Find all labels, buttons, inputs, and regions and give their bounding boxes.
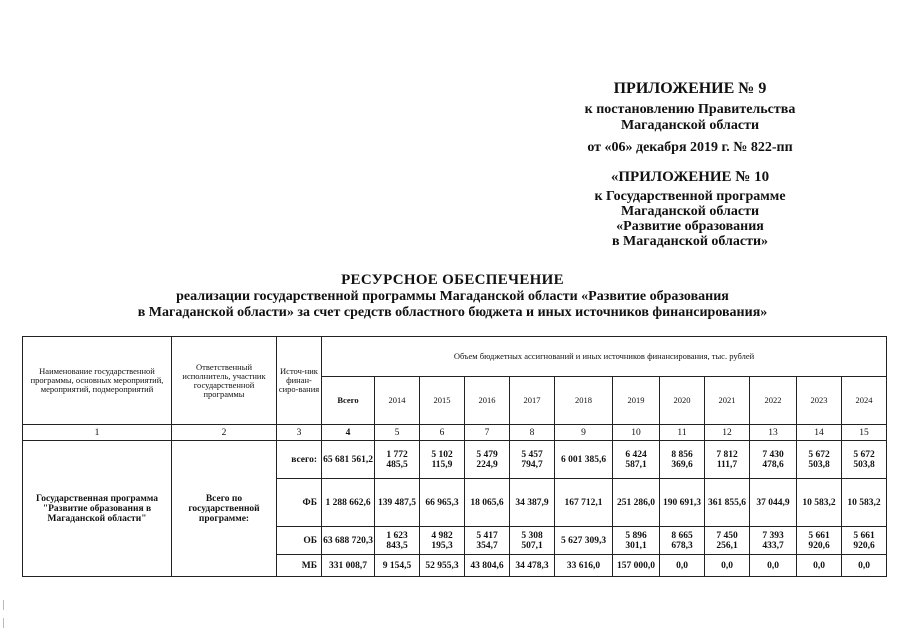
value-cell: 5 417 354,7 [465, 527, 510, 555]
column-number: 6 [420, 425, 465, 441]
value-cell: 0,0 [660, 555, 705, 577]
value-cell: 8 856 369,6 [660, 441, 705, 479]
source-cell: МБ [277, 555, 322, 577]
date-number-line: от «06» декабря 2019 г. № 822-пп [587, 140, 793, 155]
value-cell: 8 665 678,3 [660, 527, 705, 555]
column-number: 9 [555, 425, 613, 441]
value-cell: 33 616,0 [555, 555, 613, 577]
value-cell: 0,0 [797, 555, 842, 577]
header-volume-cell: Объем бюджетных ассигнований и иных источников финансирования, тыс. рублей [322, 337, 887, 377]
value-cell: 5 479 224,9 [465, 441, 510, 479]
value-cell: 63 688 720,3 [322, 527, 375, 555]
column-number: 15 [842, 425, 887, 441]
value-cell: 251 286,0 [613, 479, 660, 527]
header-total-cell: Всего [322, 377, 375, 425]
value-cell: 190 691,3 [660, 479, 705, 527]
value-cell: 4 982 195,3 [420, 527, 465, 555]
column-number-row [23, 425, 887, 441]
value-cell: 37 044,9 [750, 479, 797, 527]
resolution-line: к постановлению Правительства [584, 102, 796, 117]
value-cell: 43 804,6 [465, 555, 510, 577]
source-cell: ФБ [277, 479, 322, 527]
header-year-cell: 2016 [465, 377, 510, 425]
value-cell: 1 623 843,5 [375, 527, 420, 555]
value-cell: 9 154,5 [375, 555, 420, 577]
header-source-cell: Источ-ник финан-сиро-вания [277, 337, 322, 425]
value-cell: 0,0 [705, 555, 750, 577]
value-cell: 10 583,2 [797, 479, 842, 527]
value-cell: 1 772 485,5 [375, 441, 420, 479]
column-number: 10 [613, 425, 660, 441]
table-row [23, 441, 887, 479]
value-cell: 361 855,6 [705, 479, 750, 527]
column-number: 7 [465, 425, 510, 441]
value-cell: 0,0 [750, 555, 797, 577]
value-cell: 34 387,9 [510, 479, 555, 527]
program-line: к Государственной программе [594, 189, 786, 204]
column-number: 1 [23, 425, 172, 441]
resource-table [22, 336, 887, 577]
region-line: Магаданской области [620, 118, 760, 133]
value-cell: 6 424 587,1 [613, 441, 660, 479]
header-year-cell: 2015 [420, 377, 465, 425]
scan-mark [3, 600, 4, 610]
value-cell: 167 712,1 [555, 479, 613, 527]
column-number: 3 [277, 425, 322, 441]
column-number: 2 [172, 425, 277, 441]
column-number: 13 [750, 425, 797, 441]
program-name-line-1: «Развитие образования [616, 219, 764, 234]
value-cell: 7 812 111,7 [705, 441, 750, 479]
header-name-cell: Наименование государственной программы, основных мероприятий, мероприятий, подмероприятий [23, 337, 172, 425]
value-cell: 52 955,3 [420, 555, 465, 577]
value-cell: 5 627 309,3 [555, 527, 613, 555]
program-name-cell: Государственная программа "Развитие образования в Магаданской области" [23, 441, 172, 577]
document-subtitle-2: в Магаданской области» за счет средств областного бюджета и иных источников финансирования» [137, 305, 768, 320]
header-year-cell: 2014 [375, 377, 420, 425]
header-responsible-cell: Ответственный исполнитель, участник государственной программы [172, 337, 277, 425]
document-title: РЕСУРСНОЕ ОБЕСПЕЧЕНИЕ [341, 272, 564, 288]
appendix-10-heading: «ПРИЛОЖЕНИЕ № 10 [610, 169, 770, 185]
header-year-cell: 2017 [510, 377, 555, 425]
region-line-2: Магаданской области [620, 204, 760, 219]
table-header-row [23, 337, 887, 377]
value-cell: 34 478,3 [510, 555, 555, 577]
header-year-cell: 2018 [555, 377, 613, 425]
value-cell: 1 288 662,6 [322, 479, 375, 527]
header-year-cell: 2021 [705, 377, 750, 425]
value-cell: 331 008,7 [322, 555, 375, 577]
value-cell: 5 102 115,9 [420, 441, 465, 479]
value-cell: 18 065,6 [465, 479, 510, 527]
source-cell: ОБ [277, 527, 322, 555]
value-cell: 6 001 385,6 [555, 441, 613, 479]
value-cell: 10 583,2 [842, 479, 887, 527]
value-cell: 66 965,3 [420, 479, 465, 527]
value-cell: 5 457 794,7 [510, 441, 555, 479]
header-year-cell: 2023 [797, 377, 842, 425]
header-year-cell: 2020 [660, 377, 705, 425]
value-cell: 5 672 503,8 [842, 441, 887, 479]
value-cell: 5 308 507,1 [510, 527, 555, 555]
document-subtitle-1: реализации государственной программы Магаданской области «Развитие образования [176, 289, 729, 304]
program-name-line-2: в Магаданской области» [611, 234, 769, 249]
value-cell: 7 430 478,6 [750, 441, 797, 479]
header-year-cell: 2024 [842, 377, 887, 425]
column-number: 12 [705, 425, 750, 441]
column-number: 11 [660, 425, 705, 441]
value-cell: 5 672 503,8 [797, 441, 842, 479]
value-cell: 5 661 920,6 [797, 527, 842, 555]
value-cell: 0,0 [842, 555, 887, 577]
value-cell: 157 000,0 [613, 555, 660, 577]
column-number: 4 [322, 425, 375, 441]
header-year-cell: 2019 [613, 377, 660, 425]
column-number: 8 [510, 425, 555, 441]
value-cell: 5 896 301,1 [613, 527, 660, 555]
value-cell: 7 450 256,1 [705, 527, 750, 555]
scan-mark [3, 618, 4, 628]
value-cell: 65 681 561,2 [322, 441, 375, 479]
header-year-cell: 2022 [750, 377, 797, 425]
column-number: 14 [797, 425, 842, 441]
value-cell: 5 661 920,6 [842, 527, 887, 555]
source-cell: всего: [277, 441, 322, 479]
value-cell: 7 393 433,7 [750, 527, 797, 555]
responsible-cell: Всего по государственной программе: [172, 441, 277, 577]
appendix-9-heading: ПРИЛОЖЕНИЕ № 9 [613, 80, 767, 97]
value-cell: 139 487,5 [375, 479, 420, 527]
column-number: 5 [375, 425, 420, 441]
